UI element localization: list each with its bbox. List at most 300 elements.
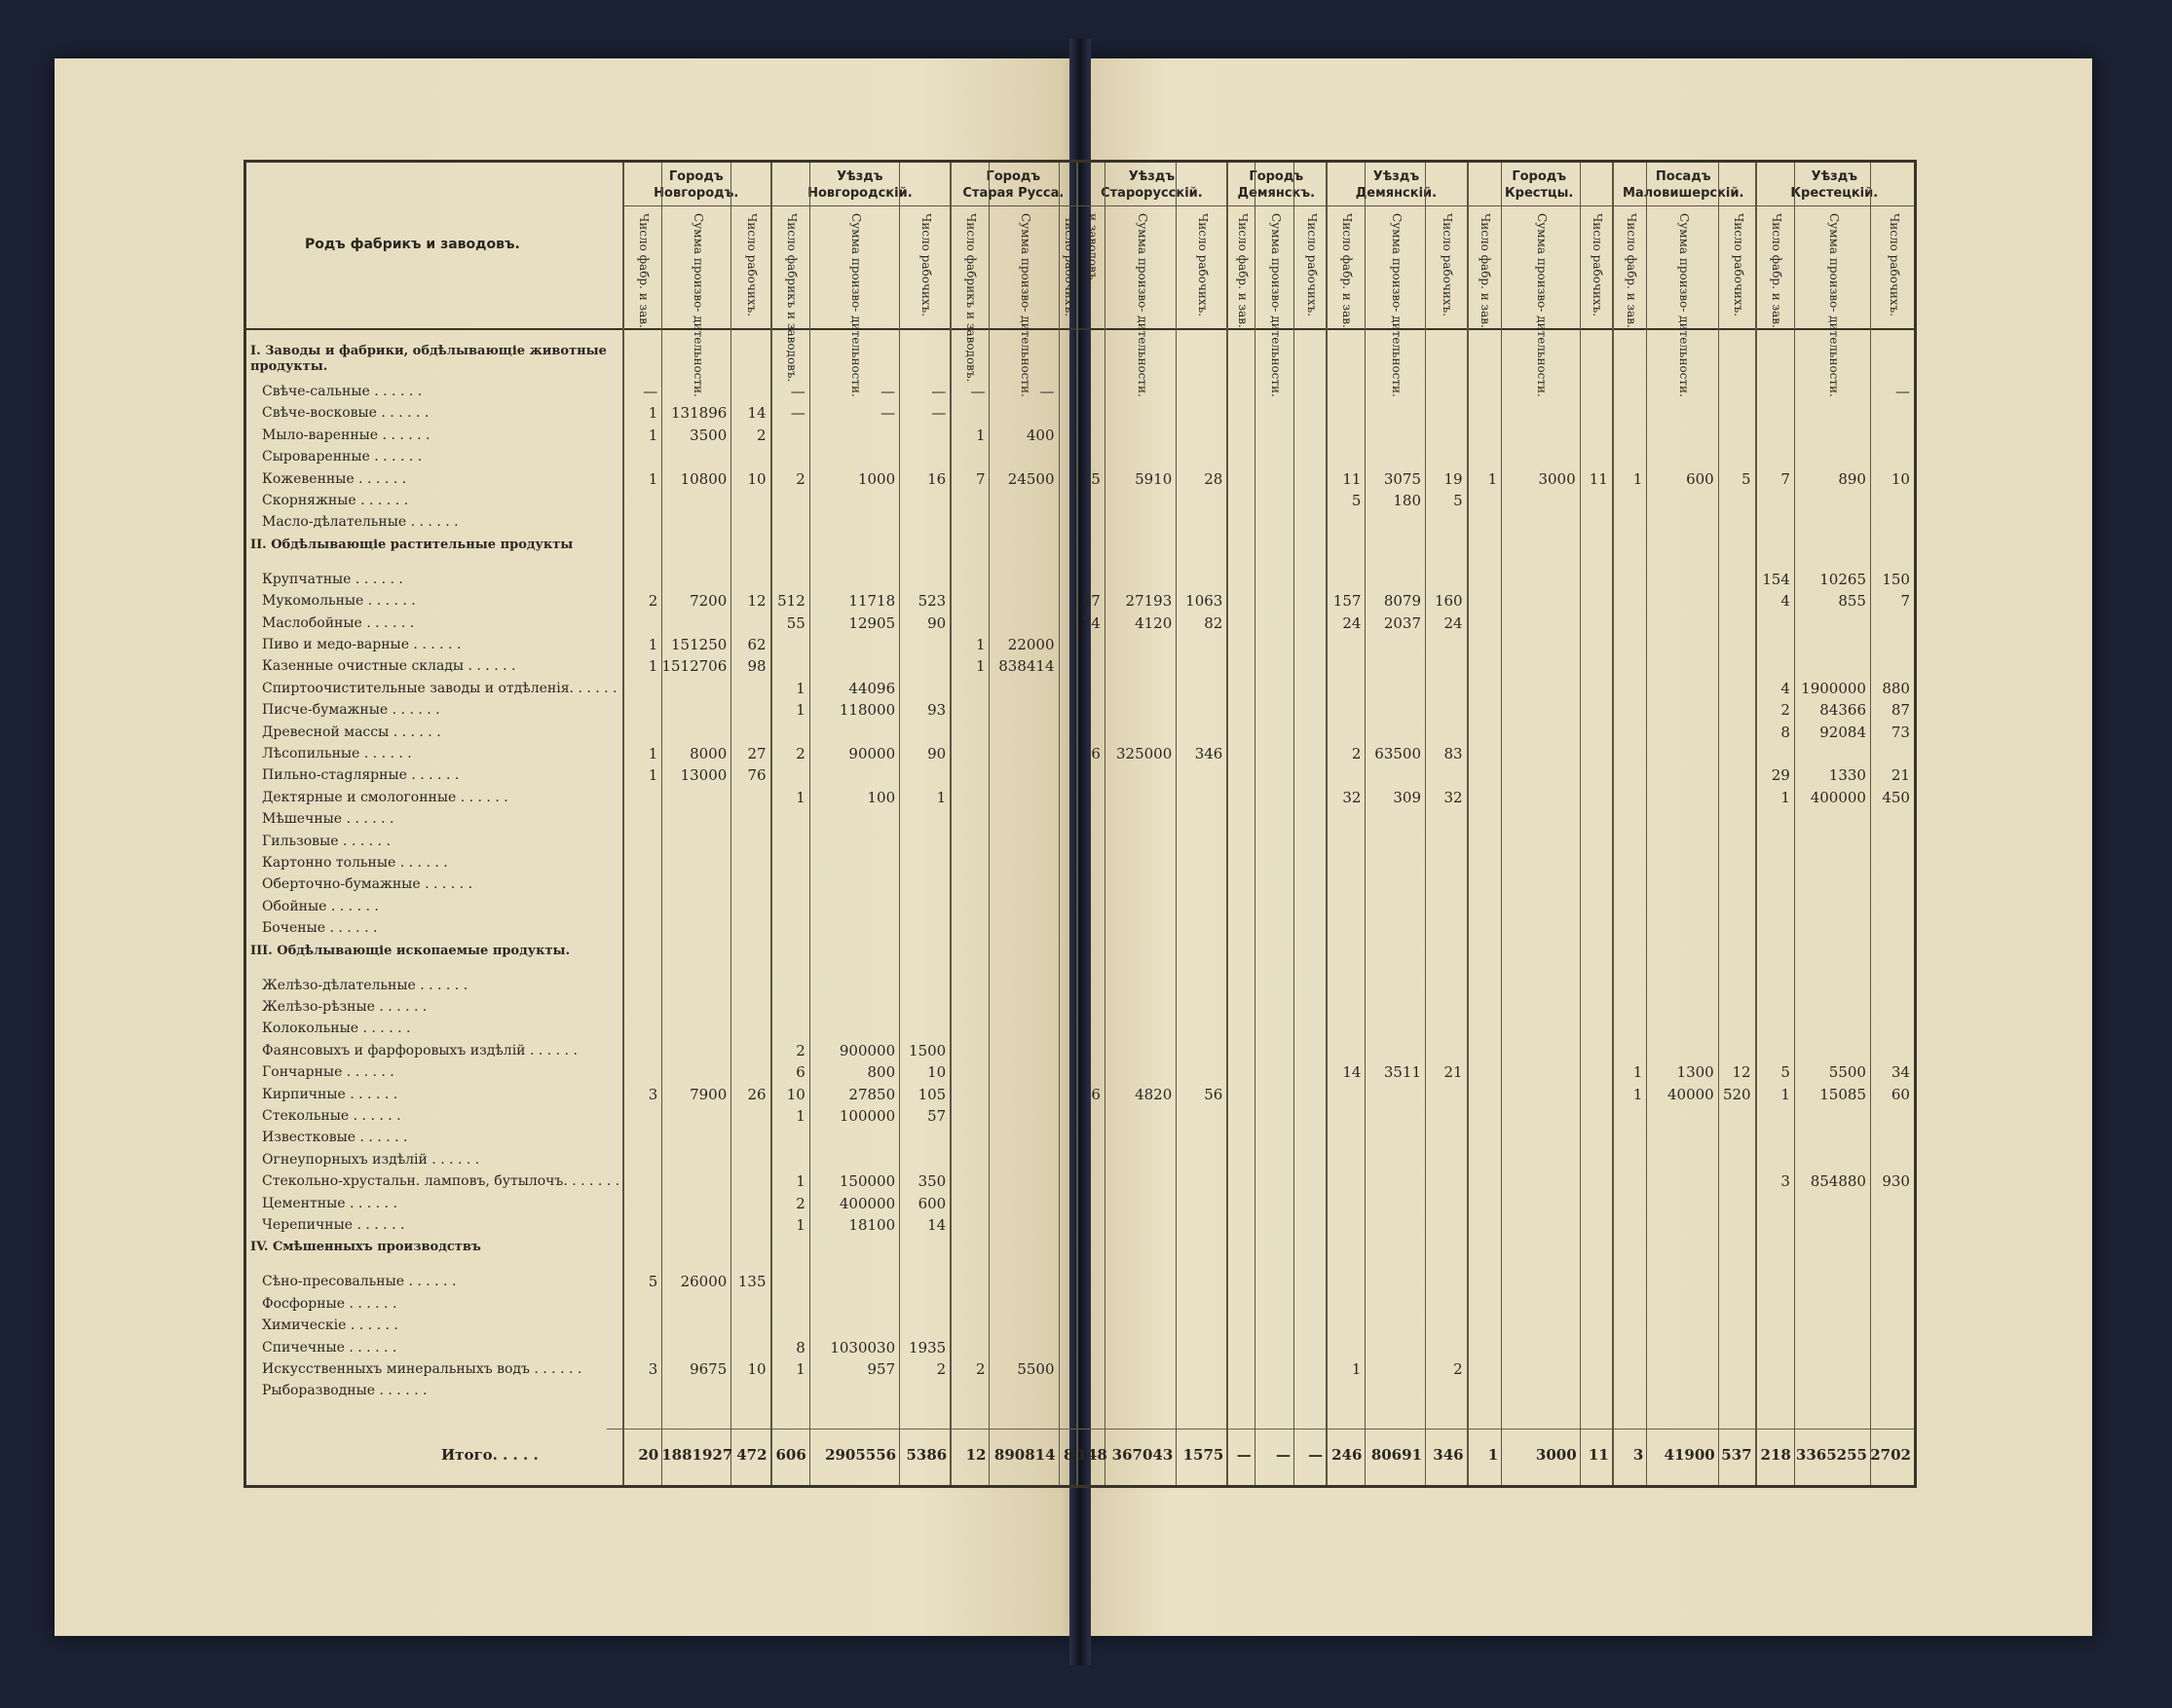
column-subheader: Число рабочихъ. (919, 213, 934, 317)
cell-value: 1 (648, 766, 658, 785)
total-value: 1881927 (661, 1446, 733, 1464)
column-line (1718, 163, 1719, 1485)
cell-value: 3000 (1538, 469, 1576, 488)
cell-value: 10 (747, 1360, 767, 1378)
table-row (262, 787, 1918, 808)
cell-value: 1 (1632, 469, 1643, 488)
total-value: 3 (1632, 1446, 1644, 1464)
cell-value: 16 (927, 469, 947, 488)
cell-value: 10265 (1819, 570, 1866, 588)
row-label: Масло-дѣлательные . . . . . . (262, 514, 459, 531)
column-line (899, 163, 900, 1485)
column-subheader: Сумма произво- дительности. (1268, 213, 1283, 397)
row-label: Скорняжные . . . . . . (262, 493, 409, 508)
column-line (1076, 163, 1078, 1485)
table-row (262, 1127, 1918, 1148)
column-subheader: Число рабочихъ. (1062, 213, 1076, 317)
cell-value: 600 (917, 1194, 947, 1212)
cell-value: 90 (927, 745, 947, 762)
statistics-table (243, 160, 1917, 1488)
column-subheader: Число рабочихъ. (1304, 213, 1319, 317)
total-value: 472 (736, 1446, 768, 1464)
cell-value: 150 (1882, 570, 1910, 588)
cell-value: 1 (1632, 1063, 1643, 1082)
cell-value: — (880, 404, 896, 423)
cell-value: 520 (1722, 1085, 1751, 1103)
cell-value: 1 (1487, 469, 1498, 488)
cell-value: 957 (867, 1360, 896, 1378)
cell-value: — (880, 383, 896, 400)
row-label: Фаянсовыхъ и фарфоровыхъ издѣлій . . . . . . (262, 1042, 578, 1058)
cell-value: 1935 (909, 1338, 947, 1356)
total-value: 606 (775, 1446, 806, 1464)
column-subheader: Число рабочихъ. (1887, 213, 1901, 317)
cell-value: 15085 (1819, 1085, 1866, 1103)
cell-value: 14 (927, 1216, 947, 1234)
row-label: Кожевенные . . . . . . (262, 470, 407, 487)
cell-value: 800 (867, 1063, 896, 1082)
cell-value: 2 (1453, 1360, 1463, 1378)
cell-value: 1330 (1828, 766, 1866, 785)
table-row (262, 590, 1918, 612)
cell-value: 1 (1780, 788, 1790, 806)
column-subheader: Сумма произво- дительности. (1135, 213, 1149, 397)
cell-value: 5 (1741, 469, 1751, 488)
total-label: Итого. . . . . (441, 1446, 539, 1464)
table-row (262, 1214, 1918, 1236)
cell-value: 1 (796, 1360, 805, 1378)
row-label: Писче-бумажные . . . . . . (262, 702, 440, 719)
cell-value: 8000 (690, 745, 728, 762)
cell-value: 3511 (1383, 1063, 1421, 1082)
total-value: 3000 (1535, 1446, 1577, 1464)
total-value: 80691 (1370, 1446, 1422, 1464)
group-title: Городъ Старая Русса. (962, 169, 1065, 201)
group-title: Посадъ Маловишерскій. (1622, 169, 1744, 201)
column-line (809, 163, 810, 1485)
cell-value: 1 (796, 701, 805, 720)
table-row (262, 1193, 1918, 1214)
cell-value: — (970, 383, 986, 400)
cell-value: 14 (747, 404, 767, 423)
column-subheader: Сумма произво- дительности. (1535, 213, 1550, 397)
cell-value: 5500 (1017, 1360, 1055, 1378)
cell-value: 1 (648, 636, 658, 653)
row-label: Мукомольные . . . . . . (262, 593, 416, 610)
row-label: Лѣсопильные . . . . . . (262, 746, 412, 761)
cell-value: 12 (1732, 1063, 1751, 1082)
cell-value: 56 (1204, 1085, 1223, 1103)
row-label: Известковые . . . . . . (262, 1130, 408, 1146)
cell-value: 855 (1838, 592, 1866, 611)
table-row (262, 1149, 1918, 1170)
row-label: Мѣшечные . . . . . . (262, 811, 394, 828)
row-label: Спиртоочистительные заводы и отдѣленія. . . . . . . (262, 680, 626, 696)
cell-value: 76 (747, 766, 767, 785)
cell-value: 29 (1771, 766, 1790, 785)
table-row (262, 634, 1918, 655)
table-row (262, 852, 1918, 873)
column-subheader: Число фабр. и зав. (1479, 213, 1493, 328)
column-subheader: Число рабочихъ. (1196, 213, 1211, 317)
total-value: 11 (1588, 1446, 1609, 1464)
cell-value: 1 (796, 1107, 805, 1125)
cell-value: 5 (1780, 1063, 1790, 1082)
row-label: Свѣче-восковые . . . . . . (262, 405, 430, 422)
cell-value: 34 (1891, 1063, 1910, 1082)
cell-value: 10 (747, 469, 767, 488)
cell-value: 1 (1632, 1085, 1643, 1103)
column-subheader: Сумма произво- дительности. (1019, 213, 1032, 397)
cell-value: 400000 (839, 1194, 896, 1212)
column-line (661, 163, 662, 1485)
row-label: Желѣзо-рѣзные . . . . . . (262, 999, 428, 1015)
total-value: 148 (1076, 1446, 1107, 1464)
column-line (1467, 163, 1469, 1485)
row-label: Казенные очистные склады . . . . . . (262, 658, 516, 675)
total-value: 20 (638, 1446, 659, 1464)
cell-value: 12905 (848, 613, 896, 632)
row-label: Боченые . . . . . . (262, 920, 378, 937)
cell-value: 400000 (1810, 788, 1866, 806)
section-title: IV. Смѣшенныхъ производствъ (250, 1240, 481, 1255)
column-subheader: Число фабр. и зав. (637, 213, 652, 328)
cell-value: 8 (796, 1338, 805, 1356)
cell-value: 1063 (1185, 592, 1223, 611)
row-header-title: Родъ фабрикъ и заводовъ. (305, 237, 520, 252)
cell-value: 11718 (848, 592, 896, 611)
cell-value: 11 (1342, 469, 1362, 488)
total-value: — (1308, 1446, 1324, 1464)
cell-value: 7 (975, 469, 986, 488)
cell-value: 900000 (839, 1041, 896, 1059)
cell-value: 93 (927, 701, 947, 720)
group-title: Уѣздъ Демянскій. (1355, 169, 1438, 201)
column-line (1365, 163, 1366, 1485)
table-row (262, 873, 1918, 895)
cell-value: 21 (1443, 1063, 1463, 1082)
cell-value: — (643, 383, 658, 400)
column-subheader: Число рабочихъ. (1441, 213, 1455, 317)
table-row (262, 511, 1918, 533)
table-row (262, 975, 1918, 996)
group-title: Городъ Новгородъ. (654, 169, 739, 201)
cell-value: 2 (1351, 745, 1362, 762)
cell-value: 1 (796, 1172, 805, 1191)
row-label: Оберточно-бумажные . . . . . . (262, 876, 473, 893)
cell-value: 63500 (1374, 745, 1421, 762)
cell-value: 83 (1443, 745, 1463, 762)
total-value: 5386 (906, 1446, 948, 1464)
cell-value: 10 (786, 1085, 805, 1103)
cell-value: 1 (796, 788, 805, 806)
table-row (262, 1170, 1918, 1192)
cell-value: 1 (975, 426, 986, 444)
cell-value: 57 (927, 1107, 947, 1125)
cell-value: 1 (648, 426, 658, 444)
row-label: Колокольные . . . . . . (262, 1021, 411, 1037)
cell-value: 1000 (857, 469, 896, 488)
total-value: 346 (1433, 1446, 1464, 1464)
cell-value: 5 (1351, 492, 1362, 509)
cell-value: 27850 (848, 1085, 896, 1103)
total-value: 890814 (993, 1446, 1056, 1464)
column-subheader: Сумма произво- дительности. (1677, 213, 1692, 397)
cell-value: 600 (1686, 469, 1714, 488)
cell-value: 118000 (839, 701, 896, 720)
cell-value: 6 (796, 1063, 805, 1082)
cell-value: 346 (1194, 745, 1223, 762)
total-value: 367043 (1111, 1446, 1174, 1464)
cell-value: 100000 (839, 1107, 896, 1125)
cell-value: 90 (927, 613, 947, 632)
column-line (1059, 163, 1060, 1485)
cell-value: 5500 (1828, 1063, 1866, 1082)
table-row (262, 425, 1918, 446)
total-value: — (1236, 1446, 1252, 1464)
table-row (262, 678, 1918, 699)
column-line (770, 163, 772, 1485)
column-subheader: Число рабочихъ. (1731, 213, 1745, 317)
row-label: Стекольно-хрустальн. ламповъ, бутылочъ. . . . . . . (262, 1173, 620, 1190)
column-line (1176, 163, 1177, 1485)
column-line (950, 163, 952, 1485)
table-row (262, 699, 1918, 721)
cell-value: 6 (1091, 1085, 1101, 1103)
table-row (262, 831, 1918, 852)
row-label: Рыборазводные . . . . . . (262, 1383, 428, 1399)
table-row (262, 896, 1918, 917)
cell-value: 2 (936, 1360, 947, 1378)
row-label: Гильзовые . . . . . . (262, 833, 391, 849)
section-title: III. Обдѣлывающіе ископаемые продукты. (250, 943, 571, 958)
cell-value: 180 (1393, 492, 1421, 509)
cell-value: 1900000 (1801, 679, 1866, 697)
row-label: Крупчатные . . . . . . (262, 571, 403, 587)
cell-value: 1512706 (661, 657, 728, 676)
cell-value: 1 (975, 657, 986, 676)
cell-value: 18100 (848, 1216, 896, 1234)
table-row (262, 446, 1918, 467)
column-line (1646, 163, 1647, 1485)
row-label: Спичечные . . . . . . (262, 1339, 397, 1355)
header-rule (246, 328, 1914, 330)
row-label: Цементные . . . . . . (262, 1195, 397, 1211)
table-row (262, 1358, 1918, 1380)
cell-value: 5 (648, 1273, 658, 1291)
column-line (1755, 163, 1757, 1485)
cell-value: 4 (1780, 592, 1790, 611)
cell-value: 3 (648, 1360, 658, 1378)
cell-value: 512 (777, 592, 805, 611)
cell-value: 2 (648, 592, 658, 611)
total-value: 3365255 (1795, 1446, 1867, 1464)
cell-value: 1 (648, 404, 658, 423)
table-row (262, 1061, 1918, 1083)
total-value: 1575 (1182, 1446, 1224, 1464)
row-label: Маслобойные . . . . . . (262, 614, 415, 631)
cell-value: 1 (936, 788, 947, 806)
cell-value: 2 (1780, 701, 1790, 720)
cell-value: 8079 (1383, 592, 1421, 611)
cell-value: 5910 (1135, 469, 1173, 488)
row-label: Искусственныхъ минеральныхъ водъ . . . . . . (262, 1361, 582, 1377)
cell-value: 3 (648, 1085, 658, 1103)
cell-value: 12 (747, 592, 767, 611)
cell-value: 3075 (1383, 469, 1421, 488)
cell-value: 160 (1434, 592, 1463, 611)
row-label: Кирпичные . . . . . . (262, 1086, 398, 1102)
total-value: 8 (1064, 1446, 1074, 1464)
total-value: 41900 (1664, 1446, 1715, 1464)
cell-value: 150000 (839, 1172, 896, 1191)
cell-value: 523 (917, 592, 947, 611)
cell-value: 890 (1838, 469, 1866, 488)
cell-value: 24 (1443, 613, 1463, 632)
group-title: Городъ Демянскъ. (1237, 169, 1316, 201)
cell-value: 880 (1882, 679, 1910, 697)
table-row (262, 722, 1918, 743)
cell-value: 854880 (1810, 1172, 1866, 1191)
row-label: Пиво и медо-варные . . . . . . (262, 637, 462, 652)
cell-value: 100 (867, 788, 896, 806)
column-subheader: Сумма произво- дительности. (1390, 213, 1404, 397)
column-subheader: Число фабрикъ и заводовъ. (964, 213, 979, 383)
cell-value: 74 (1081, 613, 1101, 632)
cell-value: 7 (1780, 469, 1790, 488)
cell-value: 32 (1443, 788, 1463, 806)
row-label: Черепичные . . . . . . (262, 1217, 405, 1233)
table-row (262, 490, 1918, 511)
cell-value: 60 (1891, 1085, 1910, 1103)
row-label: Обойные . . . . . . (262, 898, 379, 914)
cell-value: 62 (747, 636, 767, 653)
cell-value: 350 (917, 1172, 947, 1191)
table-row (262, 1337, 1918, 1358)
cell-value: 1300 (1676, 1063, 1714, 1082)
table-row (262, 1315, 1918, 1336)
row-label: Желѣзо-дѣлательные . . . . . . (262, 977, 468, 993)
cell-value: 1500 (909, 1041, 947, 1059)
total-value: 12 (965, 1446, 987, 1464)
row-label: Химическіе . . . . . . (262, 1318, 398, 1334)
row-label: Древесной массы . . . . . . (262, 724, 441, 740)
row-label: Огнеупорныхъ издѣлій . . . . . . (262, 1151, 480, 1168)
cell-value: 40000 (1667, 1085, 1714, 1103)
cell-value: — (1039, 383, 1055, 400)
total-value: 246 (1331, 1446, 1363, 1464)
cell-value: 450 (1882, 788, 1910, 806)
cell-value: — (790, 404, 805, 423)
cell-value: 2 (756, 426, 767, 444)
cell-value: 7900 (690, 1085, 728, 1103)
cell-value: 32 (1342, 788, 1362, 806)
table-row (262, 613, 1918, 634)
column-subheader: и заводовъ. (1085, 213, 1100, 284)
cell-value: 13000 (680, 766, 728, 785)
cell-value: 7200 (690, 592, 728, 611)
cell-value: 151250 (671, 636, 728, 653)
row-label: Гончарные . . . . . . (262, 1064, 394, 1081)
row-label: Сѣно-пресовальные . . . . . . (262, 1274, 457, 1290)
cell-value: 3500 (690, 426, 728, 444)
cell-value: 135 (737, 1273, 767, 1291)
group-header-rule (622, 205, 1914, 206)
cell-value: 84366 (1819, 701, 1866, 720)
table-row (262, 655, 1918, 677)
total-value: — (1276, 1446, 1292, 1464)
cell-value: 98 (747, 657, 767, 676)
cell-value: 9675 (690, 1360, 728, 1378)
cell-value: 309 (1393, 788, 1421, 806)
cell-value: 1 (1780, 1085, 1790, 1103)
table-row (262, 1293, 1918, 1315)
cell-value: 6 (1091, 745, 1101, 762)
cell-value: 47 (1081, 592, 1101, 611)
cell-value: 28 (1204, 469, 1223, 488)
cell-value: 1 (796, 1216, 805, 1234)
column-line (1326, 163, 1328, 1485)
total-value: 218 (1760, 1446, 1791, 1464)
cell-value: 44096 (848, 679, 896, 697)
column-subheader: Число фабр. и зав. (1769, 213, 1783, 328)
table-row (262, 1271, 1918, 1292)
column-subheader: Сумма произво- дительности. (848, 213, 863, 397)
cell-value: 24 (1342, 613, 1362, 632)
cell-value: 5 (1453, 492, 1463, 509)
row-label: Свѣче-сальные . . . . . . (262, 384, 423, 399)
cell-value: 1 (1351, 1360, 1362, 1378)
row-label: Мыло-варенные . . . . . . (262, 427, 431, 443)
column-subheader: Сумма произво- дительности. (1826, 213, 1841, 397)
cell-value: 3 (1780, 1172, 1790, 1191)
cell-value: 4 (1780, 679, 1790, 697)
cell-value: 2037 (1383, 613, 1421, 632)
column-line (1580, 163, 1581, 1485)
table-row (262, 569, 1918, 590)
column-subheader: Число фабрикъ и заводовъ. (784, 213, 799, 383)
cell-value: 1 (796, 679, 805, 697)
cell-value: — (1894, 383, 1910, 400)
cell-value: 154 (1762, 570, 1790, 588)
cell-value: 4120 (1135, 613, 1173, 632)
group-title: Уѣздъ Крестецкій. (1790, 169, 1879, 201)
total-value: 2702 (1870, 1446, 1911, 1464)
cell-value: 82 (1204, 613, 1223, 632)
column-line (730, 163, 731, 1485)
total-value: 1 (1487, 1446, 1499, 1464)
cell-value: 930 (1882, 1172, 1910, 1191)
total-value: 2905556 (825, 1446, 897, 1464)
cell-value: — (931, 383, 947, 400)
cell-value: 22000 (1007, 636, 1055, 653)
cell-value: 1 (648, 745, 658, 762)
cell-value: 325000 (1116, 745, 1173, 762)
cell-value: 15 (1081, 469, 1101, 488)
column-subheader: Число рабочихъ. (745, 213, 760, 317)
cell-value: 1 (648, 657, 658, 676)
cell-value: 2 (796, 745, 805, 762)
cell-value: 2 (796, 1194, 805, 1212)
cell-value: 87 (1891, 701, 1910, 720)
cell-value: 21 (1891, 766, 1910, 785)
table-row (262, 1040, 1918, 1061)
cell-value: 157 (1332, 592, 1362, 611)
table-row (262, 1084, 1918, 1105)
column-subheader: Число рабочихъ. (1591, 213, 1605, 317)
total-value: 537 (1721, 1446, 1752, 1464)
column-line (622, 163, 624, 1485)
